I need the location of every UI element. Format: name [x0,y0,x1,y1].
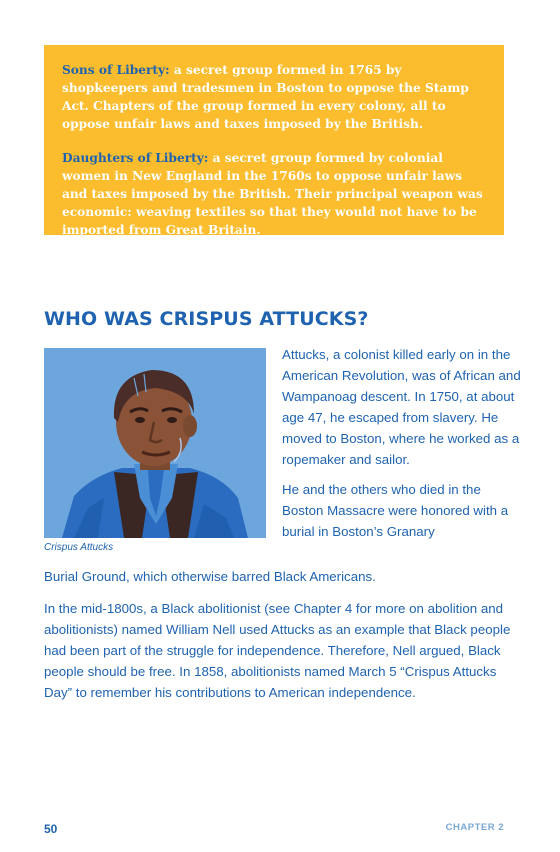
glossary-term: Daughters of Liberty: [62,151,209,165]
glossary-definition: a secret group formed by colonial women in New England in the 1760s to oppose unfair laws and taxes imposed by the British. Their principal weapon was economic: weaving textiles so that they would not have to be imported from Great Britain. [62,151,483,237]
section-heading: WHO WAS CRISPUS ATTUCKS? [44,308,369,330]
crispus-attucks-portrait [44,348,266,538]
glossary-sons-of-liberty [62,61,486,133]
portrait-caption: Crispus Attucks [44,542,114,553]
page-number: 50 [44,822,58,836]
glossary-definition: a secret group formed in 1765 by shopkeepers and tradesmen in Boston to oppose the Stamp Act. Chapters of the group formed in every colony, all to oppose unfair laws and taxes imposed by the British. [62,63,469,131]
glossary-term: Sons of Liberty: [62,63,170,77]
glossary-callout [44,45,504,235]
paragraph-intro: Attucks, a colonist killed early on in the American Revolution, was of African and Wampanoag descent. In 1750, at about age 47, he escaped from slavery. He moved to Boston, where he worked as a ropemaker and sailor. [282,347,521,467]
paragraph-burial-start: He and the others who died in the Boston Massacre were honored with a burial in Boston’s Granary [282,482,509,539]
chapter-label: CHAPTER 2 [445,822,504,833]
paragraph-burial-end: Burial Ground, which otherwise barred Black Americans. [44,569,376,584]
right-column [282,344,522,551]
glossary-daughters-of-liberty [62,149,486,239]
paragraph-abolitionists: In the mid-1800s, a Black abolitionist (see Chapter 4 for more on abolition and abolitionists) named William Nell used Attucks as an example that Black people had been part of the struggle for independence. Therefore, Nell argued, Black people should be free. In 1858, abolitionists named March 5 “Crispus Attucks Day” to remember his contributions to American independence. [44,601,511,700]
